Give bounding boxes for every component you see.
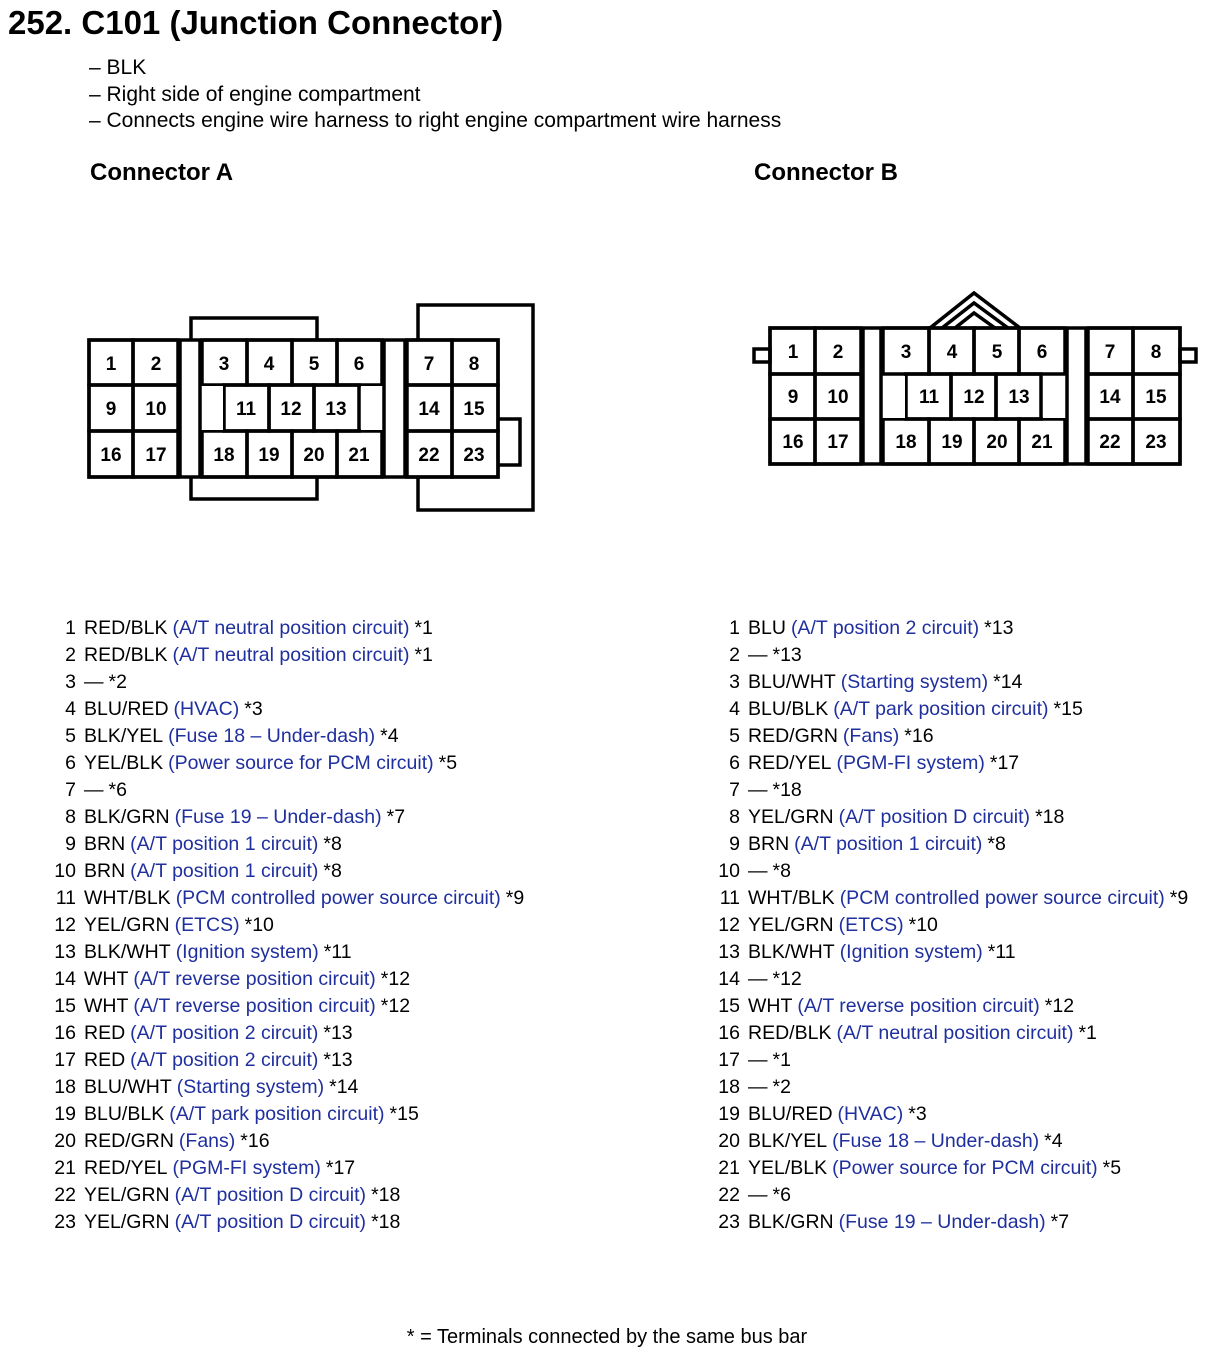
pin-row: [52, 1156, 524, 1183]
wire-color: BLU/BLK: [84, 1103, 165, 1125]
pin-number: 12: [54, 914, 76, 936]
pin-a-13: 13: [325, 399, 347, 420]
pin-row: [716, 967, 1188, 994]
pin-number: 13: [54, 941, 76, 963]
pin-number: 12: [718, 914, 740, 936]
pin-b-5: 5: [991, 342, 1003, 363]
pin-row: [716, 724, 1188, 751]
pin-row: [716, 1210, 1188, 1237]
circuit-name: (Starting system): [840, 671, 989, 693]
circuit-name: (Starting system): [176, 1076, 325, 1098]
pin-number: 15: [718, 995, 740, 1017]
pin-b-12: 12: [963, 387, 985, 408]
wire-color: BLU/WHT: [748, 671, 836, 693]
wire-color: WHT: [84, 995, 129, 1017]
pin-number: 5: [729, 725, 740, 747]
wire-color: BLU/RED: [748, 1103, 833, 1125]
wire-color: —: [748, 1049, 768, 1071]
pin-b-15: 15: [1145, 387, 1167, 408]
pin-b-7: 7: [1104, 342, 1116, 363]
wire-color: YEL/GRN: [748, 914, 834, 936]
pin-number: 6: [65, 752, 76, 774]
pin-row: [716, 805, 1188, 832]
wire-color: —: [748, 968, 768, 990]
bus-bar-note: *17: [325, 1157, 356, 1179]
circuit-name: (Power source for PCM circuit): [832, 1157, 1098, 1179]
circuit-name: (A/T position 1 circuit): [130, 833, 319, 855]
pin-row: [52, 643, 524, 670]
pin-number: 16: [718, 1022, 740, 1044]
pin-a-4: 4: [263, 354, 275, 375]
pin-row: [716, 670, 1188, 697]
pin-number: 7: [729, 779, 740, 801]
pin-row: [52, 1075, 524, 1102]
pin-b-22: 22: [1099, 432, 1121, 453]
wire-color: YEL/GRN: [748, 806, 834, 828]
pin-row: [52, 1102, 524, 1129]
pin-row: [52, 805, 524, 832]
pin-number: 19: [54, 1103, 76, 1125]
pin-number: 7: [65, 779, 76, 801]
pin-a-9: 9: [105, 399, 117, 420]
wire-color: —: [748, 779, 768, 801]
pin-number: 1: [65, 617, 76, 639]
page-title: 252. C101 (Junction Connector): [8, 4, 504, 41]
circuit-name: (Fuse 19 – Under-dash): [174, 806, 382, 828]
pin-number: 19: [718, 1103, 740, 1125]
pin-row: [52, 1183, 524, 1210]
pin-number: 20: [54, 1130, 76, 1152]
pin-a-5: 5: [308, 354, 320, 375]
pin-number: 17: [54, 1049, 76, 1071]
pin-b-18: 18: [895, 432, 917, 453]
pin-a-2: 2: [150, 354, 162, 375]
pin-row: [716, 643, 1188, 670]
pin-number: 18: [718, 1076, 740, 1098]
pin-number: 10: [54, 860, 76, 882]
pin-number: 9: [65, 833, 76, 855]
bus-bar-note: *14: [329, 1076, 359, 1098]
wire-color: BLK/WHT: [748, 941, 835, 963]
circuit-name: (A/T reverse position circuit): [133, 968, 376, 990]
connector-b-pin-list: [716, 616, 1188, 1237]
pin-number: 6: [729, 752, 740, 774]
pin-number: 14: [718, 968, 740, 990]
pin-number: 3: [729, 671, 740, 693]
wire-color: BLK/WHT: [84, 941, 171, 963]
bus-bar-note: *9: [505, 887, 525, 909]
pin-row: [52, 724, 524, 751]
pin-number: 3: [65, 671, 76, 693]
pin-row: [716, 886, 1188, 913]
wire-color: —: [748, 860, 768, 882]
circuit-name: (A/T neutral position circuit): [836, 1022, 1074, 1044]
bus-bar-note: *12: [1044, 995, 1075, 1017]
circuit-name: (ETCS): [838, 914, 904, 936]
pin-b-23: 23: [1145, 432, 1167, 453]
bus-bar-note: *11: [987, 941, 1016, 963]
circuit-name: (A/T position 2 circuit): [790, 617, 980, 639]
note-color: – BLK: [89, 56, 147, 79]
bus-bar-note: *9: [1169, 887, 1189, 909]
bus-bar-note: *6: [108, 779, 127, 801]
pin-row: [52, 1210, 524, 1237]
bus-bar-note: *18: [1035, 806, 1065, 828]
pin-number: 8: [65, 806, 76, 828]
wire-color: RED: [84, 1049, 126, 1071]
wire-color: BLU/BLK: [748, 698, 829, 720]
pin-row: [52, 886, 524, 913]
pin-row: [52, 832, 524, 859]
wire-color: —: [84, 671, 104, 693]
wire-color: YEL/GRN: [84, 914, 170, 936]
pin-number: 22: [54, 1184, 76, 1206]
wire-color: BLK/YEL: [748, 1130, 828, 1152]
circuit-name: (HVAC): [173, 698, 240, 720]
connector-b-heading: Connector B: [754, 159, 898, 186]
connector-b-diagram: [754, 293, 1196, 464]
bus-bar-note: *13: [772, 644, 802, 666]
pin-number: 1: [729, 617, 740, 639]
wire-color: BLU/WHT: [84, 1076, 172, 1098]
pin-number: 22: [718, 1184, 740, 1206]
circuit-name: (PGM-FI system): [172, 1157, 321, 1179]
pin-row: [716, 1048, 1188, 1075]
bus-bar-note: *12: [380, 968, 411, 990]
wire-color: —: [748, 1184, 768, 1206]
pin-b-8: 8: [1150, 342, 1162, 363]
pin-row: [52, 940, 524, 967]
bus-bar-note: *16: [904, 725, 934, 747]
wire-color: WHT: [748, 995, 793, 1017]
pin-b-9: 9: [787, 387, 799, 408]
pin-number: 4: [65, 698, 76, 720]
pin-number: 2: [729, 644, 740, 666]
pin-number: 21: [718, 1157, 740, 1179]
pin-row: [52, 697, 524, 724]
bus-bar-note: *8: [987, 833, 1006, 855]
pin-row: [52, 616, 524, 643]
circuit-name: (Fuse 19 – Under-dash): [838, 1211, 1046, 1233]
bus-bar-note: *15: [1053, 698, 1083, 720]
bus-bar-note: *2: [108, 671, 127, 693]
pin-a-11: 11: [235, 399, 257, 420]
wire-color: BRN: [84, 860, 126, 882]
pin-a-3: 3: [218, 354, 230, 375]
pin-row: [716, 1021, 1188, 1048]
pin-b-20: 20: [986, 432, 1008, 453]
bus-bar-note: *10: [908, 914, 938, 936]
pin-row: [52, 1048, 524, 1075]
bus-bar-note: *17: [989, 752, 1020, 774]
wire-color: BLK/GRN: [84, 806, 170, 828]
pin-a-7: 7: [423, 354, 435, 375]
bus-bar-note: *12: [380, 995, 411, 1017]
pin-a-8: 8: [468, 354, 480, 375]
wire-color: WHT/BLK: [84, 887, 171, 909]
pin-row: [716, 1129, 1188, 1156]
bus-bar-note: *1: [1078, 1022, 1097, 1044]
pin-number: 11: [719, 887, 740, 909]
pin-number: 8: [729, 806, 740, 828]
circuit-name: (A/T position D circuit): [174, 1184, 367, 1206]
wire-color: RED/GRN: [748, 725, 838, 747]
bus-bar-note: *18: [371, 1184, 401, 1206]
pin-number: 23: [718, 1211, 740, 1233]
wire-color: YEL/GRN: [84, 1184, 170, 1206]
pin-b-6: 6: [1036, 342, 1048, 363]
bus-bar-note: *13: [323, 1049, 353, 1071]
pin-row: [52, 913, 524, 940]
circuit-name: (A/T position D circuit): [838, 806, 1031, 828]
wire-color: WHT/BLK: [748, 887, 835, 909]
circuit-name: (PCM controlled power source circuit): [175, 887, 501, 909]
pin-a-1: 1: [105, 354, 117, 375]
circuit-name: (A/T position 2 circuit): [130, 1049, 319, 1071]
footnote: * = Terminals connected by the same bus bar: [406, 1326, 808, 1348]
circuit-name: (A/T position 2 circuit): [130, 1022, 319, 1044]
bus-bar-note: *4: [380, 725, 399, 747]
pin-row: [716, 697, 1188, 724]
bus-bar-note: *1: [772, 1049, 791, 1071]
circuit-name: (A/T position D circuit): [174, 1211, 367, 1233]
bus-bar-note: *5: [1102, 1157, 1122, 1179]
bus-bar-note: *1: [414, 617, 433, 639]
wire-color: YEL/BLK: [748, 1157, 828, 1179]
pin-a-10: 10: [145, 399, 167, 420]
pin-b-10: 10: [827, 387, 849, 408]
pin-b-3: 3: [900, 342, 912, 363]
pin-row: [716, 778, 1188, 805]
pin-number: 21: [54, 1157, 76, 1179]
wire-color: BLK/GRN: [748, 1211, 834, 1233]
pin-number: 9: [729, 833, 740, 855]
pin-a-18: 18: [213, 445, 235, 466]
bus-bar-note: *10: [244, 914, 274, 936]
pin-a-21: 21: [348, 445, 370, 466]
pin-number: 4: [729, 698, 740, 720]
circuit-name: (Power source for PCM circuit): [168, 752, 434, 774]
circuit-name: (Fuse 18 – Under-dash): [832, 1130, 1040, 1152]
pin-b-17: 17: [827, 432, 849, 453]
pin-b-11: 11: [918, 387, 940, 408]
pin-row: [716, 616, 1188, 643]
pin-number: 14: [54, 968, 76, 990]
pin-number: 10: [718, 860, 740, 882]
pin-row: [52, 1021, 524, 1048]
pin-row: [52, 994, 524, 1021]
pin-b-2: 2: [832, 342, 844, 363]
pin-row: [716, 994, 1188, 1021]
pin-row: [716, 751, 1188, 778]
bus-bar-note: *7: [1050, 1211, 1070, 1233]
pin-a-23: 23: [463, 445, 485, 466]
connector-diagrams: [0, 0, 1214, 600]
pin-b-19: 19: [941, 432, 963, 453]
pin-row: [716, 1156, 1188, 1183]
bus-bar-note: *3: [908, 1103, 927, 1125]
pin-row: [716, 1183, 1188, 1210]
wire-color: YEL/BLK: [84, 752, 164, 774]
connector-a-pin-list: [52, 616, 524, 1237]
circuit-name: (A/T neutral position circuit): [172, 644, 410, 666]
circuit-name: (ETCS): [174, 914, 240, 936]
pin-b-13: 13: [1008, 387, 1030, 408]
pin-a-17: 17: [145, 445, 167, 466]
pin-row: [716, 859, 1188, 886]
bus-bar-note: *5: [438, 752, 458, 774]
wire-color: RED: [84, 1022, 126, 1044]
circuit-name: (A/T reverse position circuit): [133, 995, 376, 1017]
wire-color: RED/BLK: [84, 644, 168, 666]
bus-bar-note: *8: [323, 860, 342, 882]
wire-color: RED/YEL: [748, 752, 832, 774]
bus-bar-note: *11: [323, 941, 352, 963]
pin-a-6: 6: [353, 354, 365, 375]
wire-color: —: [748, 644, 768, 666]
bus-bar-note: *7: [386, 806, 406, 828]
pin-a-19: 19: [258, 445, 280, 466]
bus-bar-note: *16: [240, 1130, 270, 1152]
circuit-name: (A/T park position circuit): [833, 698, 1049, 720]
bus-bar-note: *18: [371, 1211, 401, 1233]
circuit-name: (Fans): [842, 725, 900, 747]
pin-a-12: 12: [280, 399, 302, 420]
pin-number: 17: [718, 1049, 740, 1071]
pin-number: 16: [54, 1022, 76, 1044]
pin-row: [716, 1102, 1188, 1129]
note-location: – Right side of engine compartment: [89, 82, 421, 106]
circuit-name: (HVAC): [837, 1103, 904, 1125]
wire-color: WHT: [84, 968, 129, 990]
pin-number: 18: [54, 1076, 76, 1098]
pin-row: [52, 751, 524, 778]
pin-row: [52, 778, 524, 805]
wire-color: RED/GRN: [84, 1130, 174, 1152]
pin-a-22: 22: [418, 445, 440, 466]
connector-a-heading: Connector A: [90, 159, 234, 186]
pin-a-20: 20: [303, 445, 325, 466]
pin-number: 15: [54, 995, 76, 1017]
pin-number: 2: [65, 644, 76, 666]
bus-bar-note: *4: [1044, 1130, 1063, 1152]
circuit-name: (PGM-FI system): [836, 752, 985, 774]
pin-b-16: 16: [782, 432, 804, 453]
wire-color: BLU: [748, 617, 786, 639]
pin-a-14: 14: [418, 399, 440, 420]
wire-color: BRN: [748, 833, 790, 855]
bus-bar-note: *6: [772, 1184, 791, 1206]
bus-bar-note: *8: [772, 860, 791, 882]
bus-bar-note: *15: [389, 1103, 419, 1125]
pin-row: [52, 967, 524, 994]
bus-bar-note: *12: [772, 968, 802, 990]
bus-bar-note: *13: [984, 617, 1014, 639]
pin-number: 5: [65, 725, 76, 747]
wire-color: RED/BLK: [84, 617, 168, 639]
pin-number: 13: [718, 941, 740, 963]
wire-color: BLK/YEL: [84, 725, 164, 747]
wire-color: RED/BLK: [748, 1022, 832, 1044]
bus-bar-note: *8: [323, 833, 342, 855]
circuit-name: (Ignition system): [839, 941, 983, 963]
pin-number: 11: [55, 887, 76, 909]
pin-a-16: 16: [100, 445, 122, 466]
circuit-name: (A/T reverse position circuit): [797, 995, 1040, 1017]
pin-row: [716, 940, 1188, 967]
circuit-name: (PCM controlled power source circuit): [839, 887, 1165, 909]
circuit-name: (A/T position 1 circuit): [794, 833, 983, 855]
note-connects: – Connects engine wire harness to right engine compartment wire harness: [89, 109, 782, 132]
pin-row: [52, 859, 524, 886]
wire-color: BRN: [84, 833, 126, 855]
pin-b-14: 14: [1099, 387, 1121, 408]
pin-a-15: 15: [463, 399, 485, 420]
wire-color: RED/YEL: [84, 1157, 168, 1179]
pin-b-21: 21: [1031, 432, 1053, 453]
bus-bar-note: *13: [323, 1022, 353, 1044]
wire-color: —: [748, 1076, 768, 1098]
wire-color: BLU/RED: [84, 698, 169, 720]
pin-b-1: 1: [787, 342, 799, 363]
wire-color: —: [84, 779, 104, 801]
circuit-name: (Fuse 18 – Under-dash): [168, 725, 376, 747]
circuit-name: (Ignition system): [175, 941, 319, 963]
bus-bar-note: *18: [772, 779, 802, 801]
wire-color: YEL/GRN: [84, 1211, 170, 1233]
pin-row: [716, 1075, 1188, 1102]
circuit-name: (Fans): [178, 1130, 236, 1152]
circuit-name: (A/T position 1 circuit): [130, 860, 319, 882]
pin-row: [52, 1129, 524, 1156]
bus-bar-note: *14: [993, 671, 1023, 693]
pin-b-4: 4: [946, 342, 958, 363]
pin-number: 23: [54, 1211, 76, 1233]
bus-bar-note: *2: [772, 1076, 791, 1098]
pin-row: [716, 832, 1188, 859]
bus-bar-note: *1: [414, 644, 433, 666]
circuit-name: (A/T neutral position circuit): [172, 617, 410, 639]
pin-row: [716, 913, 1188, 940]
pin-number: 20: [718, 1130, 740, 1152]
bus-bar-note: *3: [244, 698, 263, 720]
pin-row: [52, 670, 524, 697]
circuit-name: (A/T park position circuit): [169, 1103, 385, 1125]
